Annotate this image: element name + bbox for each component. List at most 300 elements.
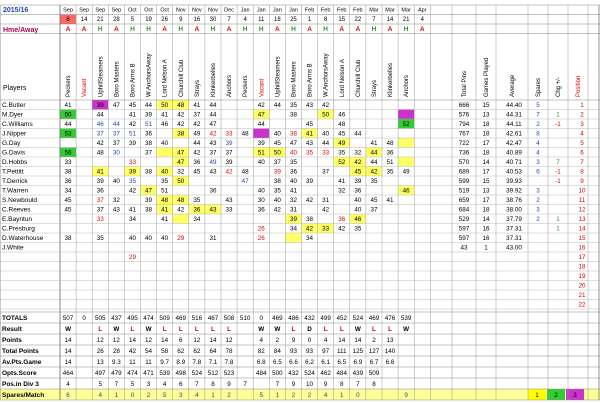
opponent-label: Lord Nelson A — [339, 59, 346, 97]
totals-value: 498 — [175, 370, 187, 377]
day-label: 5 — [130, 17, 135, 23]
score-value: 44 — [209, 111, 217, 119]
totals-value: 6.2 — [305, 359, 314, 366]
score-value: 50 — [273, 149, 281, 157]
score-value: 36 — [354, 187, 362, 195]
score-value: 42 — [177, 206, 185, 214]
totals-value: 497 — [94, 370, 106, 377]
score-value: 44 — [145, 102, 153, 110]
average-value: 42.47 — [506, 140, 522, 148]
totals-value: 439 — [352, 370, 364, 377]
score-value: 45 — [338, 130, 346, 138]
totals-value: 9.7 — [160, 359, 170, 366]
player-name: M.Dyer — [2, 111, 23, 119]
score-value: 32 — [338, 187, 346, 195]
score-value: 40 — [273, 197, 281, 205]
totals-value: 464 — [62, 370, 74, 377]
totals-value: 7 — [114, 381, 119, 388]
score-value: 35 — [386, 168, 394, 176]
score-value: 45 — [64, 206, 72, 214]
score-value: 41 — [193, 102, 201, 110]
score-value: 35 — [128, 178, 136, 186]
score-value: 35 — [273, 187, 281, 195]
score-value: 45 — [273, 140, 281, 148]
totals-value: L — [291, 326, 296, 333]
day-label: 11 — [258, 17, 265, 23]
venue-marker: H — [130, 26, 135, 33]
score-value: 38 — [306, 216, 314, 224]
opponent-label: Anchors — [227, 74, 234, 97]
score-value: 36 — [96, 187, 104, 195]
position-number: 19 — [578, 273, 586, 281]
score-value: 26 — [257, 235, 265, 243]
score-value: 44 — [64, 121, 72, 129]
totals-value: 14 — [161, 337, 169, 344]
score-value: 41 — [338, 178, 346, 186]
position-value: 7 — [580, 159, 584, 167]
score-value: 48 — [241, 168, 249, 176]
score-value: 38 — [64, 235, 72, 243]
score-value: 32 — [354, 149, 362, 157]
score-value: 44 — [273, 102, 281, 110]
score-value: 41 — [370, 140, 378, 148]
totals-value: 0 — [130, 392, 135, 399]
totals-value: 28 — [112, 348, 120, 355]
score-highlight — [285, 233, 301, 243]
average-value: 44.40 — [506, 102, 522, 110]
totals-value: 4 — [323, 337, 328, 344]
totals-value: 127 — [368, 348, 380, 355]
games-played-value: 14 — [482, 216, 490, 224]
totals-value: 9 — [291, 337, 296, 344]
totals-value: 12 — [96, 337, 104, 344]
totals-value: 7 — [356, 381, 360, 388]
score-value: 38 — [64, 168, 72, 176]
totals-value: 6 — [178, 381, 183, 388]
change-value: 7 — [556, 159, 560, 167]
totals-value: 437 — [111, 315, 122, 322]
totals-value: 14 — [209, 337, 217, 344]
score-value: 44 — [257, 121, 265, 129]
score-value: 45 — [370, 197, 378, 205]
score-value: 48 — [161, 197, 169, 205]
score-value: 37 — [112, 140, 120, 148]
score-value: 36 — [257, 206, 265, 214]
score-value: 45 — [193, 168, 201, 176]
score-value: 49 — [209, 159, 217, 167]
spares-value: 8 — [536, 130, 540, 138]
totals-label: TOTALS — [2, 315, 28, 322]
player-name: G.Day — [2, 140, 21, 148]
totals-value: 10 — [306, 381, 314, 388]
totals-value: 12 — [193, 337, 201, 344]
position-value: 12 — [578, 206, 586, 214]
totals-value: 539 — [159, 370, 170, 377]
summary-header: Total Pins — [462, 70, 468, 97]
score-value: 39 — [306, 178, 314, 186]
score-value: 41 — [64, 102, 72, 110]
score-value: 40 — [257, 187, 265, 195]
totals-value: 4 — [162, 381, 167, 388]
score-value: 39 — [96, 102, 104, 110]
score-value: 44 — [209, 102, 217, 110]
score-value: 37 — [96, 130, 104, 138]
score-value: 37 — [370, 206, 378, 214]
totals-value: 6.1 — [321, 359, 331, 366]
score-value: 32 — [177, 168, 185, 176]
totals-value: 42 — [128, 348, 136, 355]
totals-value: L — [130, 326, 135, 333]
venue-marker: H — [178, 26, 184, 33]
games-played-value: 18 — [482, 121, 490, 129]
score-value: 33 — [64, 159, 72, 167]
score-value: 35 — [193, 197, 201, 205]
average-value: 37.79 — [506, 216, 522, 224]
score-value: 36 — [209, 187, 217, 195]
position-number: 17 — [578, 254, 586, 262]
score-highlight — [253, 129, 269, 139]
totals-value: W — [258, 326, 265, 333]
totals-value: W — [354, 326, 361, 333]
totals-value: 5 — [259, 392, 264, 399]
score-value: 33 — [128, 159, 136, 167]
totals-value: 509 — [368, 370, 380, 377]
score-value: 36 — [193, 206, 201, 214]
average-value: 40.71 — [506, 159, 522, 167]
season-label: 2015/16 — [3, 7, 29, 14]
score-value: 36 — [338, 216, 346, 224]
score-value: 43 — [112, 206, 120, 214]
totals-value: 507 — [62, 315, 74, 322]
score-value: 34 — [193, 216, 201, 224]
position-value: 8 — [580, 168, 584, 176]
month-label: Sep — [63, 7, 73, 14]
totals-value: 1 — [339, 392, 344, 399]
summary-header: Games Played — [484, 57, 490, 97]
totals-value: 7 — [243, 381, 247, 388]
score-value: 30 — [112, 149, 120, 157]
spares-value: 3 — [536, 187, 540, 195]
position-value: 3 — [580, 121, 584, 129]
position-number: 21 — [578, 292, 586, 300]
score-value: 47 — [257, 111, 265, 119]
score-value: 47 — [209, 121, 217, 129]
score-value: 26 — [257, 225, 265, 233]
position-value: 6 — [580, 149, 584, 157]
score-value: 43 — [209, 140, 217, 148]
totals-label: Points — [2, 337, 22, 344]
score-value: 40 — [161, 140, 169, 148]
totals-value: 474 — [127, 370, 138, 377]
change-value: -1 — [555, 168, 561, 176]
totals-value: 474 — [143, 315, 154, 322]
totals-value: 7.8 — [224, 359, 234, 366]
players-label: Players — [3, 85, 27, 92]
average-value: 37.31 — [506, 235, 522, 243]
totals-value: 11 — [145, 359, 152, 366]
score-value: 31 — [209, 235, 217, 243]
spares-value: 7 — [536, 111, 540, 119]
score-value: 47 — [112, 102, 120, 110]
month-label: Jan — [289, 7, 298, 14]
month-label: Feb — [337, 7, 347, 14]
score-value: 41 — [128, 206, 136, 214]
player-name: T.Pettitt — [2, 168, 24, 176]
score-value: 42 — [306, 197, 314, 205]
player-name: S.Newbould — [2, 197, 38, 205]
totals-label: Opts.Score — [2, 370, 37, 377]
score-value: 49 — [338, 140, 346, 148]
opponent-label: Vacant — [82, 78, 89, 97]
totals-value: 7.1 — [208, 359, 218, 366]
venue-marker: A — [194, 26, 200, 33]
totals-value: 3 — [178, 392, 183, 399]
day-label: 21 — [96, 17, 104, 23]
score-value: 36 — [386, 149, 394, 157]
score-value: 37 — [193, 111, 201, 119]
totals-value: 78 — [225, 348, 233, 355]
score-value: 42 — [193, 149, 201, 157]
score-value: 41 — [306, 130, 314, 138]
opponent-label: Anchors — [404, 74, 411, 97]
totals-label: Av.Pts.Game — [2, 359, 42, 366]
spares-value: 4 — [536, 149, 540, 157]
score-value: 51 — [386, 159, 394, 167]
score-value: 39 — [128, 168, 136, 176]
score-value: 37 — [112, 130, 120, 138]
totals-value: 4 — [259, 337, 264, 344]
totals-value: 13 — [96, 359, 104, 366]
totals-value: 12 — [112, 337, 120, 344]
score-value: 43 — [209, 168, 217, 176]
totals-value: 4 — [98, 392, 103, 399]
month-label: Feb — [320, 7, 331, 14]
score-value: 29 — [177, 235, 185, 243]
spares-value: 6 — [536, 168, 540, 176]
position-number: 22 — [578, 301, 586, 309]
score-value: 47 — [177, 149, 185, 157]
venue-marker: A — [81, 26, 87, 33]
totals-value: L — [372, 326, 376, 333]
totals-value: 0 — [356, 392, 360, 399]
totals-value: 62 — [177, 348, 185, 355]
score-value: 40 — [145, 235, 153, 243]
totals-value: 12 — [225, 337, 233, 344]
total-pins-value: 597 — [458, 235, 470, 243]
totals-value: 9 — [291, 381, 296, 388]
score-value: 46 — [338, 111, 346, 119]
day-label: 19 — [145, 17, 152, 23]
opponent-label: W.AnchorsAway — [323, 53, 330, 97]
day-label: 9 — [179, 17, 183, 23]
totals-value: W — [274, 326, 281, 333]
summary-header: Spares — [536, 77, 542, 97]
totals-value: 9 — [404, 392, 408, 399]
score-value: 38 — [289, 130, 297, 138]
venue-marker: A — [274, 26, 280, 33]
score-value: 47 — [241, 178, 249, 186]
totals-value: 432 — [288, 370, 299, 377]
totals-value: L — [162, 326, 167, 333]
day-label: 28 — [113, 17, 120, 23]
score-highlight — [398, 110, 414, 120]
totals-value: 508 — [223, 315, 235, 322]
totals-value: 469 — [272, 315, 283, 322]
day-label: 21 — [402, 17, 410, 23]
totals-value: 2 — [307, 392, 312, 399]
totals-value: 499 — [320, 315, 331, 322]
position-value: 9 — [580, 178, 584, 186]
score-value: 40 — [161, 168, 169, 176]
totals-value: 9 — [227, 381, 231, 388]
score-value: 41 — [161, 111, 169, 119]
totals-value: 5 — [98, 381, 103, 388]
totals-value: 4 — [195, 392, 199, 399]
totals-value: 539 — [400, 315, 412, 322]
totals-value: L — [98, 326, 103, 333]
score-value: 41 — [289, 187, 297, 195]
score-value: 51 — [128, 130, 136, 138]
legend-value: 2 — [554, 392, 558, 399]
score-value: 37 — [273, 159, 281, 167]
score-value: 33 — [225, 206, 233, 214]
score-value: 39 — [145, 197, 153, 205]
score-value: 39 — [128, 140, 136, 148]
totals-value: 484 — [255, 370, 267, 377]
totals-value: W — [113, 326, 120, 333]
month-label: Mar — [401, 7, 411, 14]
totals-value: W — [145, 326, 152, 333]
score-value: 45 — [64, 197, 72, 205]
venue-marker: A — [307, 26, 312, 33]
player-name: D.Waterhouse — [2, 235, 44, 243]
games-played-value: 18 — [482, 130, 490, 138]
month-label: Oct — [128, 7, 137, 14]
games-played-value: 1 — [484, 244, 488, 252]
score-value: 40 — [289, 178, 297, 186]
opponent-label: Strays — [194, 79, 201, 97]
opponent-label: Peckers — [243, 75, 250, 97]
venue-marker: A — [387, 26, 393, 33]
totals-value: 505 — [94, 315, 106, 322]
score-value: 42 — [273, 206, 281, 214]
totals-value: 2 — [291, 392, 296, 399]
home-away-label: Hme/Away — [3, 27, 39, 34]
average-value: 40.89 — [506, 149, 522, 157]
score-value: 37 — [209, 149, 217, 157]
score-value: 38 — [273, 178, 281, 186]
totals-value: 58 — [161, 348, 169, 355]
average-value: 38.76 — [506, 197, 522, 205]
spares-value: 3 — [536, 159, 540, 167]
totals-value: 93 — [306, 348, 314, 355]
day-label: 1 — [307, 17, 312, 23]
day-label: 22 — [354, 17, 362, 23]
total-pins-value: 684 — [458, 206, 470, 214]
totals-value: L — [388, 326, 392, 333]
venue-marker: A — [226, 26, 232, 33]
totals-value: 486 — [288, 315, 299, 322]
totals-value: 4 — [66, 381, 70, 388]
score-value: 41 — [128, 111, 136, 119]
position-value: 10 — [578, 187, 586, 195]
score-value: 44 — [354, 130, 362, 138]
venue-marker: A — [355, 26, 361, 33]
venue-marker: H — [323, 26, 329, 33]
totals-value: 7 — [275, 381, 280, 388]
totals-value: 64 — [209, 348, 217, 355]
average-value: 40.53 — [506, 168, 522, 176]
change-value: -1 — [555, 178, 561, 186]
games-played-value: 18 — [482, 206, 490, 214]
score-value: 40 — [354, 197, 362, 205]
score-value: 48 — [241, 130, 249, 138]
spares-value: 2 — [536, 216, 540, 224]
totals-value: 510 — [239, 315, 251, 322]
player-name: C.Butler — [2, 102, 26, 110]
score-value: 41 — [161, 206, 169, 214]
score-value: 51 — [161, 187, 169, 195]
totals-value: 500 — [272, 370, 283, 377]
score-value: 37 — [96, 206, 104, 214]
score-value: 35 — [354, 225, 362, 233]
position-value: 15 — [578, 235, 586, 243]
position-value: 13 — [578, 216, 586, 224]
totals-value: 4 — [323, 392, 328, 399]
totals-value: 523 — [223, 370, 235, 377]
position-number: 20 — [578, 282, 586, 290]
totals-value: 524 — [304, 370, 315, 377]
player-name: G.Davis — [2, 149, 26, 157]
score-value: 35 — [161, 178, 169, 186]
day-label: 16 — [193, 17, 201, 23]
games-played-value: 14 — [482, 159, 490, 167]
average-value: 43.00 — [506, 244, 522, 252]
totals-value: 14 — [64, 337, 72, 344]
totals-value: 82 — [257, 348, 265, 355]
score-value: 34 — [128, 216, 136, 224]
average-value: 42.61 — [506, 130, 522, 138]
score-value: 50 — [322, 111, 330, 119]
totals-value: 1 — [114, 392, 119, 399]
day-label: 30 — [209, 17, 217, 23]
score-value: 37 — [145, 149, 153, 157]
score-value: 42 — [322, 206, 330, 214]
games-played-value: 17 — [482, 168, 490, 176]
score-value: 40 — [322, 130, 330, 138]
totals-value: L — [211, 326, 215, 333]
totals-value: 1 — [211, 392, 215, 399]
totals-value: L — [194, 326, 199, 333]
player-name: C.Williams — [2, 121, 33, 129]
score-value: 36 — [64, 178, 72, 186]
totals-value: 9 — [323, 381, 328, 388]
totals-value: 111 — [336, 348, 347, 355]
total-pins-value: 597 — [458, 225, 470, 233]
totals-value: 93 — [289, 348, 297, 355]
totals-value: 469 — [368, 315, 380, 322]
score-value: 42 — [370, 168, 378, 176]
totals-value: 5 — [130, 381, 135, 388]
score-value: 43 — [306, 140, 314, 148]
totals-value: 2 — [146, 392, 151, 399]
opponent-label: Boro Masters — [291, 61, 298, 97]
score-highlight — [157, 148, 173, 158]
spares-value: 5 — [536, 102, 540, 110]
totals-value: L — [323, 326, 328, 333]
games-played-value: 16 — [482, 225, 490, 233]
totals-value: 140 — [384, 348, 396, 355]
